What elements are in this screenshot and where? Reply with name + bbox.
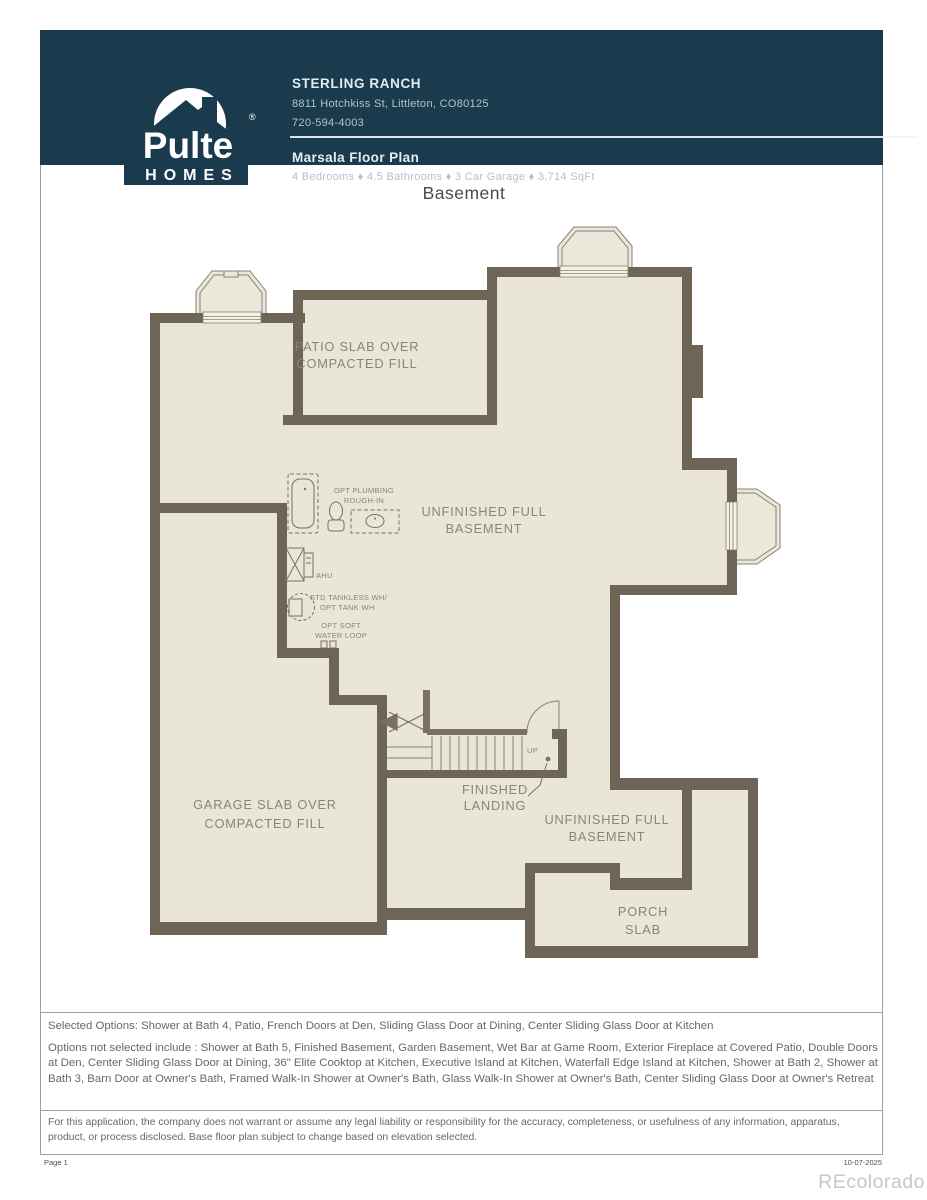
room-label-garage: GARAGE SLAB OVER bbox=[193, 797, 337, 812]
svg-text:BASEMENT: BASEMENT bbox=[445, 521, 523, 536]
disclaimer-text: For this application, the company does not warrant or assume any legal liability or responsibility for the accuracy, completeness, or usefulness of any information, apparatus, product, or process disclosed. Base floor plan subject to change based on elevation selected. bbox=[48, 1117, 840, 1143]
floor-plan-drawing bbox=[0, 165, 927, 1010]
date-stamp: 10-07-2025 bbox=[843, 1158, 882, 1167]
selected-options-text: Selected Options: Shower at Bath 4, Patio, French Doors at Den, Sliding Glass Door at Dining, Center Sliding Glass Door at Kitchen bbox=[48, 1020, 714, 1032]
not-selected-options-text: Options not selected include : Shower at Bath 5, Finished Basement, Garden Basement, Wet Bar at Game Room, Exterior Fireplace at Covered Patio, Double Doors at Den, Center Sliding Glass Door at Dining, 36" Elite Cooktop at Kitchen, Executive Island at Kitchen, Waterfall Edge Island at Kitchen, Shower at Bath 2, Shower at Bath 3, Barn Door at Owner's Bath, Framed Walk-In Shower at Owner's Bath, Glass Walk-In Shower at Owner's Bath, Center Sliding Glass Door at Owner's Retreat bbox=[48, 1042, 878, 1085]
room-label-basement-main: UNFINISHED FULL bbox=[421, 504, 547, 519]
header-divider bbox=[290, 136, 918, 138]
ahu-label: AHU bbox=[316, 571, 333, 580]
logo-brand: Pulte bbox=[142, 125, 234, 166]
svg-text:SLAB: SLAB bbox=[625, 922, 661, 937]
svg-text:BASEMENT: BASEMENT bbox=[568, 829, 646, 844]
community-phone: 720-594-4003 bbox=[292, 117, 365, 129]
plan-specs: 4 Bedrooms ♦ 4.5 Bathrooms ♦ 3 Car Garage ♦ 3,714 SqFt bbox=[292, 171, 595, 183]
page-title: Basement bbox=[422, 183, 506, 203]
options-top-divider bbox=[40, 1012, 883, 1013]
svg-text:WATER LOOP: WATER LOOP bbox=[314, 631, 368, 640]
water-heater-label: STD TANKLESS WH/ bbox=[310, 593, 388, 602]
header-banner bbox=[40, 30, 883, 184]
room-label-porch: PORCH bbox=[617, 904, 669, 919]
logo-registered: ® bbox=[249, 112, 256, 122]
opt-plumbing-label: OPT PLUMBING bbox=[333, 486, 395, 495]
landing-marker-dot bbox=[546, 757, 551, 762]
plan-name: Marsala Floor Plan bbox=[292, 150, 420, 165]
community-address: 8811 Hotchkiss St, Littleton, CO80125 bbox=[292, 98, 489, 110]
soft-water-label: OPT SOFT bbox=[321, 621, 361, 630]
up-label: UP bbox=[527, 746, 539, 755]
room-label-landing: FINISHED bbox=[461, 782, 529, 797]
community-name: STERLING RANCH bbox=[292, 76, 422, 91]
logo-sub: HOMES bbox=[145, 167, 239, 184]
svg-text:OPT TANK WH: OPT TANK WH bbox=[320, 603, 375, 612]
bay-window-top-left bbox=[196, 271, 266, 314]
svg-text:ROUGH-IN: ROUGH-IN bbox=[343, 496, 385, 505]
bay-window-right bbox=[736, 489, 780, 564]
recolorado-watermark: REcolorado bbox=[818, 1171, 925, 1193]
svg-text:COMPACTED FILL: COMPACTED FILL bbox=[296, 356, 418, 371]
room-label-basement-lower: UNFINISHED FULL bbox=[544, 812, 670, 827]
page-number: Page 1 bbox=[44, 1158, 68, 1167]
svg-text:LANDING: LANDING bbox=[463, 798, 527, 813]
room-label-patio: PATIO SLAB OVER bbox=[294, 339, 420, 354]
bay-window-top-right bbox=[558, 227, 632, 268]
svg-text:COMPACTED FILL: COMPACTED FILL bbox=[204, 816, 326, 831]
disclaimer-divider bbox=[40, 1110, 883, 1111]
floor-slabs bbox=[155, 272, 753, 955]
